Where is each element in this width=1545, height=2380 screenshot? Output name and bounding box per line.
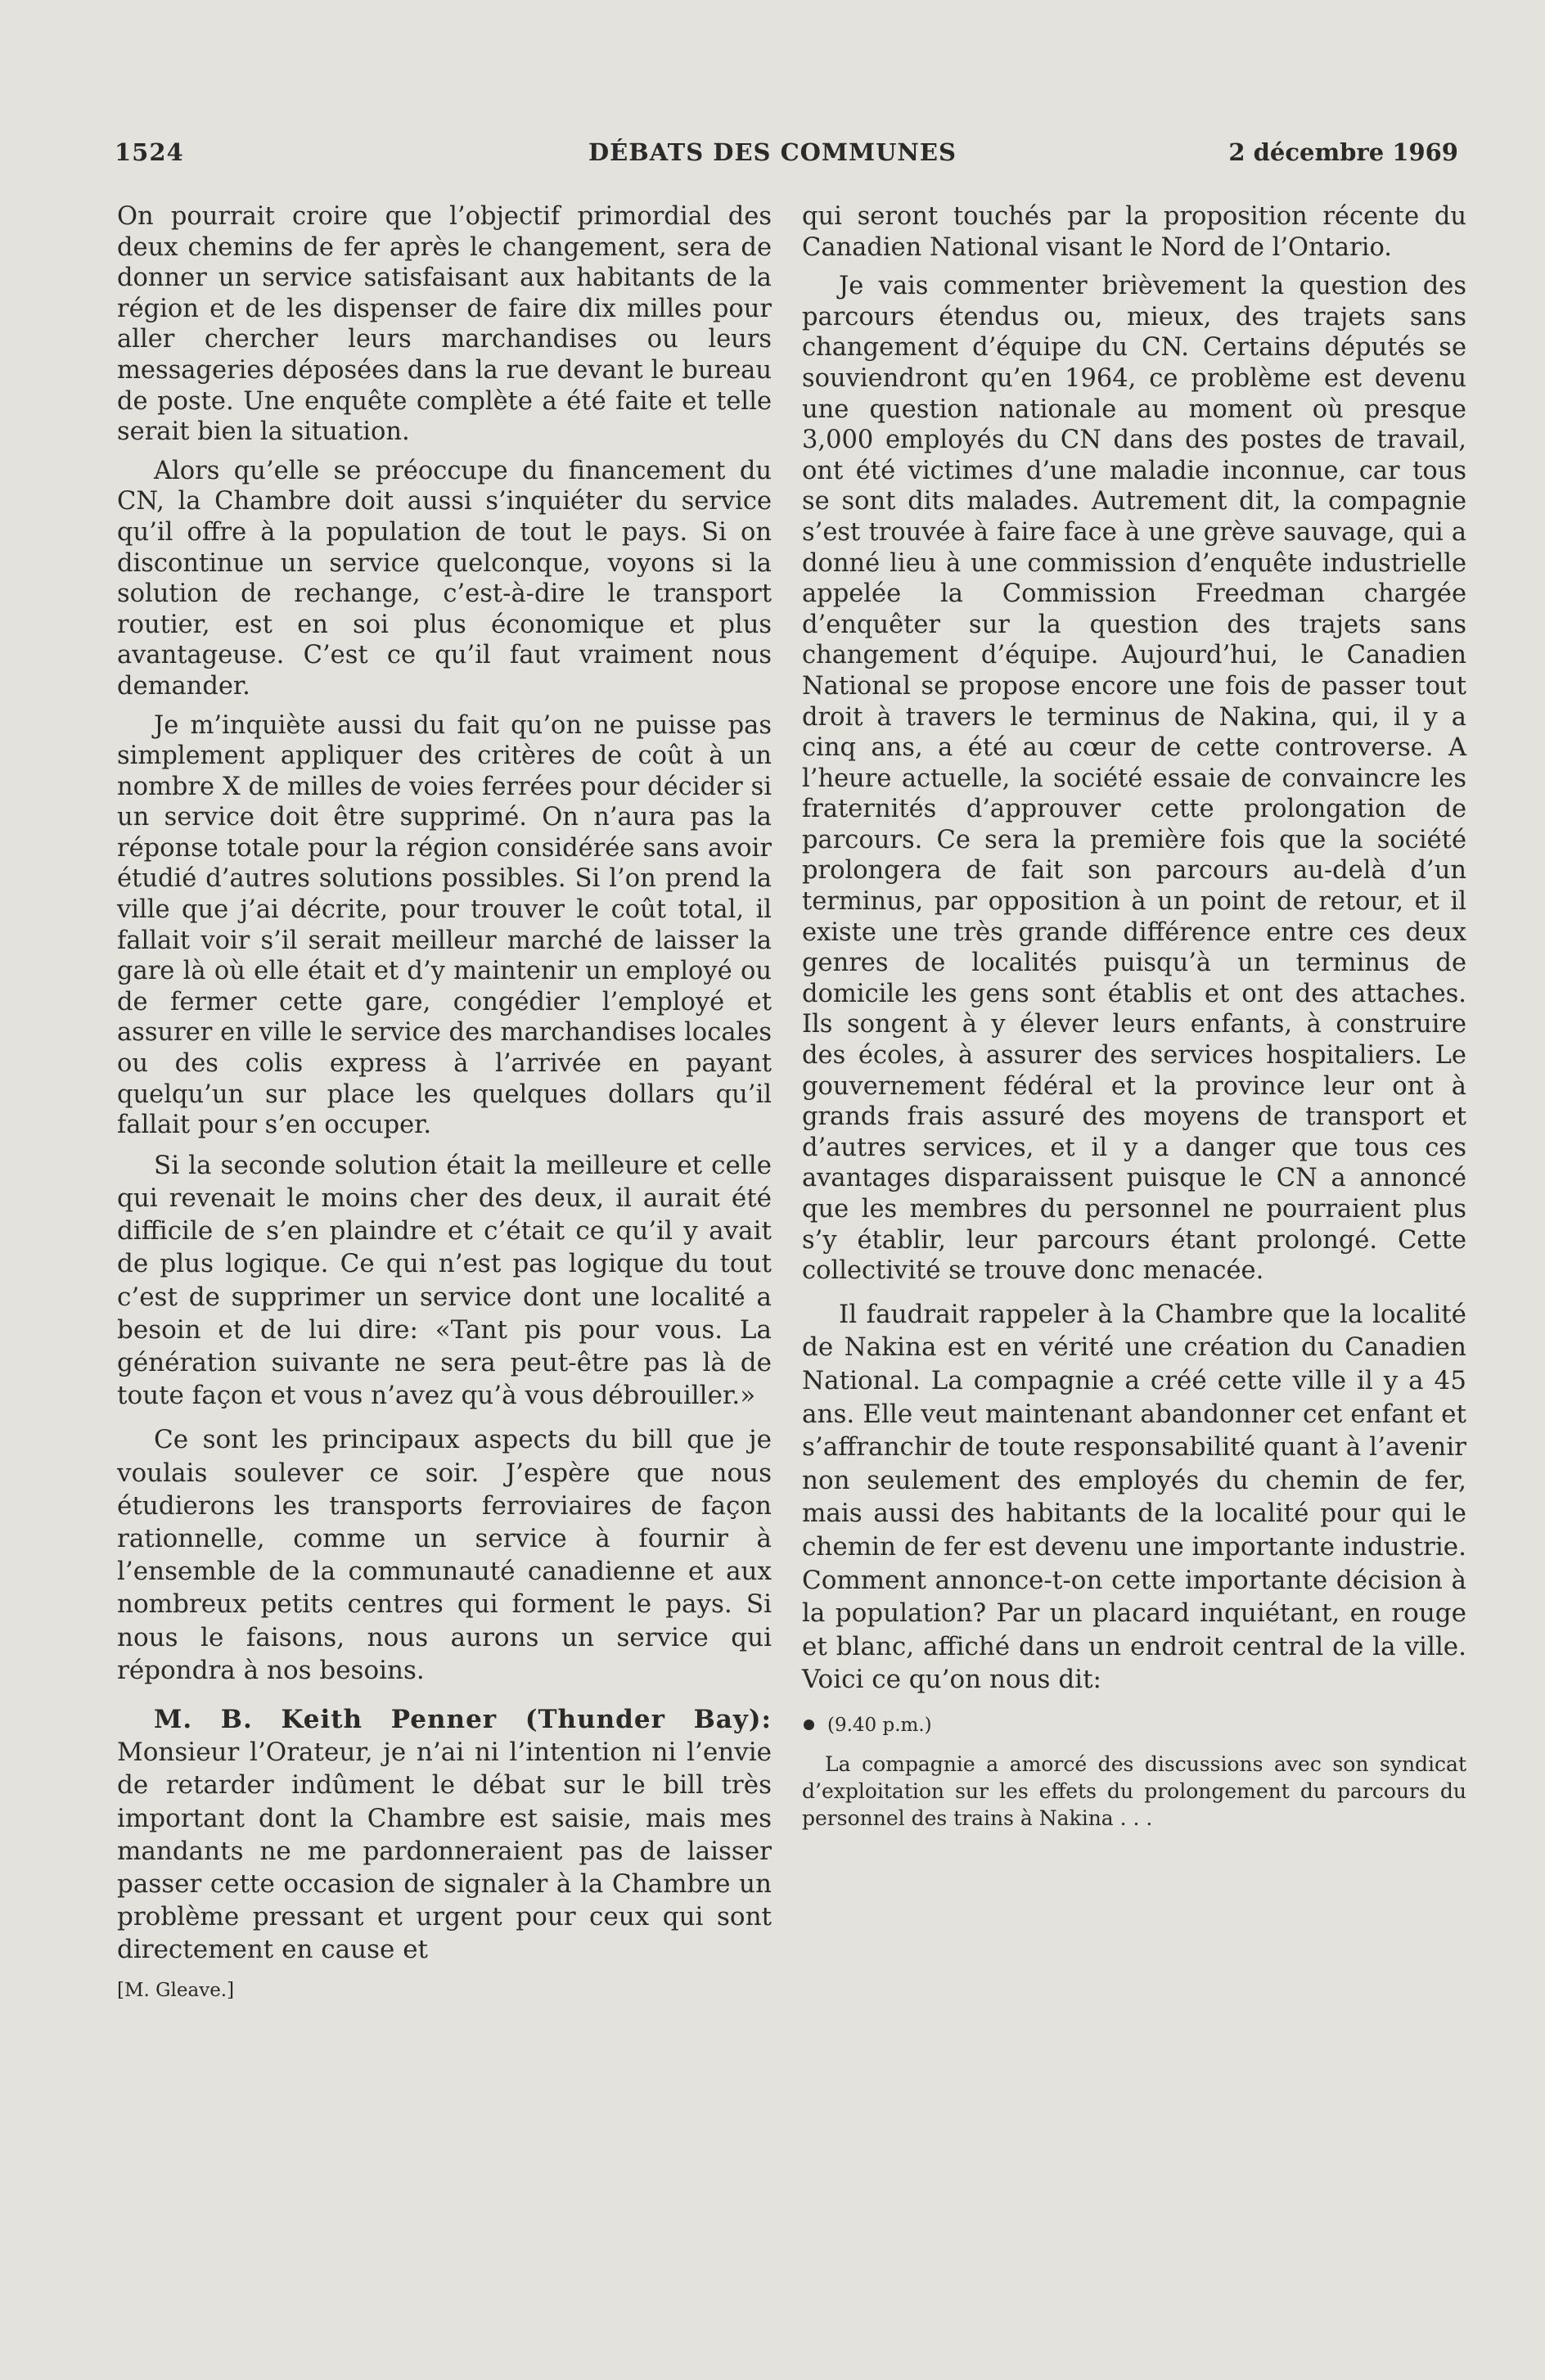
paragraph: On pourrait croire que l’objectif primordial des deux chemins de fer après le changement, sera de donner un service satisfaisant aux habitants de la région et de les dispenser de faire dix milles pour aller chercher leurs marchandises ou leurs messageries déposées dans la rue devant le bureau de poste. Une enquête complète a été faite et telle serait bien la situation.: [117, 202, 772, 447]
paragraph: qui seront touchés par la proposition récente du Canadien National visant le Nord de l’Ontario.: [802, 202, 1466, 262]
right-column: [802, 201, 1466, 1832]
speech-text: Monsieur l’Orateur, je n’ai ni l’intention ni l’envie de retarder indûment le débat sur le bill très important dont la Chambre est saisie, mais mes mandants ne me pardonneraient pas de laisser passer cette occasion de signaler à la Chambre un problème pressant et urgent pour ceux qui sont directement en cause et: [117, 1738, 772, 1965]
page-header: [0, 0, 1545, 172]
publication-title: DÉBATS DES COMMUNES: [588, 138, 957, 166]
speech-paragraph: [117, 1703, 772, 1967]
bullet-icon: [804, 1720, 814, 1730]
page-date: 2 décembre 1969: [1228, 138, 1458, 166]
paragraph: Il faudrait rappeler à la Chambre que la localité de Nakina est en vérité une création du Canadien National. La compagnie a créé cette ville il y a 45 ans. Elle veut maintenant abandonner cet enfant et s’affranchir de toute responsabilité quant à l’avenir non seulement des employés du chemin de fer, mais aussi des habitants de la localité pour qui le chemin de fer est devenu une importante industrie. Comment annonce-t-on cette importante décision à la population? Par un placard inquiétant, en rouge et blanc, affiché dans un endroit central de la ville. Voici ce qu’on nous dit:: [802, 1299, 1466, 1695]
paragraph: Alors qu’elle se préoccupe du financement du CN, la Chambre doit aussi s’inquiéter du service qu’il offre à la population de tout le pays. Si on discontinue un service quelconque, voyons si la solution de rechange, c’est-à-dire le transport routier, est en soi plus économique et plus avantageuse. C’est ce qu’il faut vraiment nous demander.: [117, 456, 772, 701]
left-column: [117, 201, 772, 2003]
speaker-attribution: [M. Gleave.]: [117, 1979, 235, 2001]
time-stamp: (9.40 p.m.): [827, 1714, 932, 1736]
paragraph: Ce sont les principaux aspects du bill que je voulais soulever ce soir. J’espère que nous étudierons les transports ferroviaires de façon rationnelle, comme un service à fournir à l’ensemble de la communauté canadienne et aux nombreux petits centres qui forment le pays. Si nous le faisons, nous aurons un service qui répondra à nos besoins.: [117, 1425, 772, 1685]
quoted-notice: La compagnie a amorcé des discussions avec son syndicat d’exploitation sur les effets du prolongement du parcours du personnel des trains à Nakina . . .: [802, 1751, 1466, 1830]
speaker-name: M. B. Keith Penner (Thunder Bay):: [154, 1705, 772, 1735]
paragraph: Je m’inquiète aussi du fait qu’on ne puisse pas simplement appliquer des critères de coût à un nombre X de milles de voies ferrées pour décider si un service doit être supprimé. On n’aura pas la réponse totale pour la région considérée sans avoir étudié d’autres solutions possibles. Si l’on prend la ville que j’ai décrite, pour trouver le coût total, il fallait voir s’il serait meilleur marché de laisser la gare là où elle était et d’y maintenir un employé ou de fermer cette gare, congédier l’employé et assurer en ville le service des marchandises locales ou des colis express à l’arrivée en payant quelqu’un sur place les quelques dollars qu’il fallait pour s’en occuper.: [117, 710, 772, 1140]
page-number: 1524: [115, 138, 184, 166]
paragraph: Si la seconde solution était la meilleure et celle qui revenait le moins cher des deux, il aurait été difficile de s’en plaindre et c’était ce qu’il y avait de plus logique. Ce qui n’est pas logique du tout c’est de supprimer un service dont une localité a besoin et de lui dire: «Tant pis pour vous. La génération suivante ne sera peut-être pas là de toute façon et vous n’avez qu’à vous débrouiller.»: [117, 1150, 772, 1411]
paragraph: Je vais commenter brièvement la question des parcours étendus ou, mieux, des trajets sans changement d’équipe du CN. Certains députés se souviendront qu’en 1964, ce problème est devenu une question nationale au moment où presque 3,000 employés du CN dans des postes de travail, ont été victimes d’une maladie inconnue, car tous se sont dits malades. Autrement dit, la compagnie s’est trouvée à faire face à une grève sauvage, qui a donné lieu à une commission d’enquête industrielle appelée la Commission Freedman chargée d’enquêter sur la question des trajets sans changement d’équipe. Aujourd’hui, le Canadien National se propose encore une fois de passer tout droit à travers le terminus de Nakina, qui, il y a cinq ans, a été au cœur de cette controverse. A l’heure actuelle, la société essaie de convaincre les fraternités d’approuver cette prolongation de parcours. Ce sera la première fois que la société prolongera de fait son parcours au-delà d’un terminus, par opposition à un point de retour, et il existe une très grande différence entre ces deux genres de localités puisqu’à un terminus de domicile les gens sont établis et ont des attaches. Ils songent à y élever leurs enfants, à construire des écoles, à assurer des services hospitaliers. Le gouvernement fédéral et la province leur ont à grands frais assuré des moyens de transport et d’autres services, et il y a danger que tous ces avantages disparaissent puisque le CN a annoncé que les membres du personnel ne pourraient plus s’y établir, leur parcours étant prolongé. Cette collectivité se trouve donc menacée.: [802, 272, 1466, 1286]
time-marker: [802, 1713, 1466, 1738]
